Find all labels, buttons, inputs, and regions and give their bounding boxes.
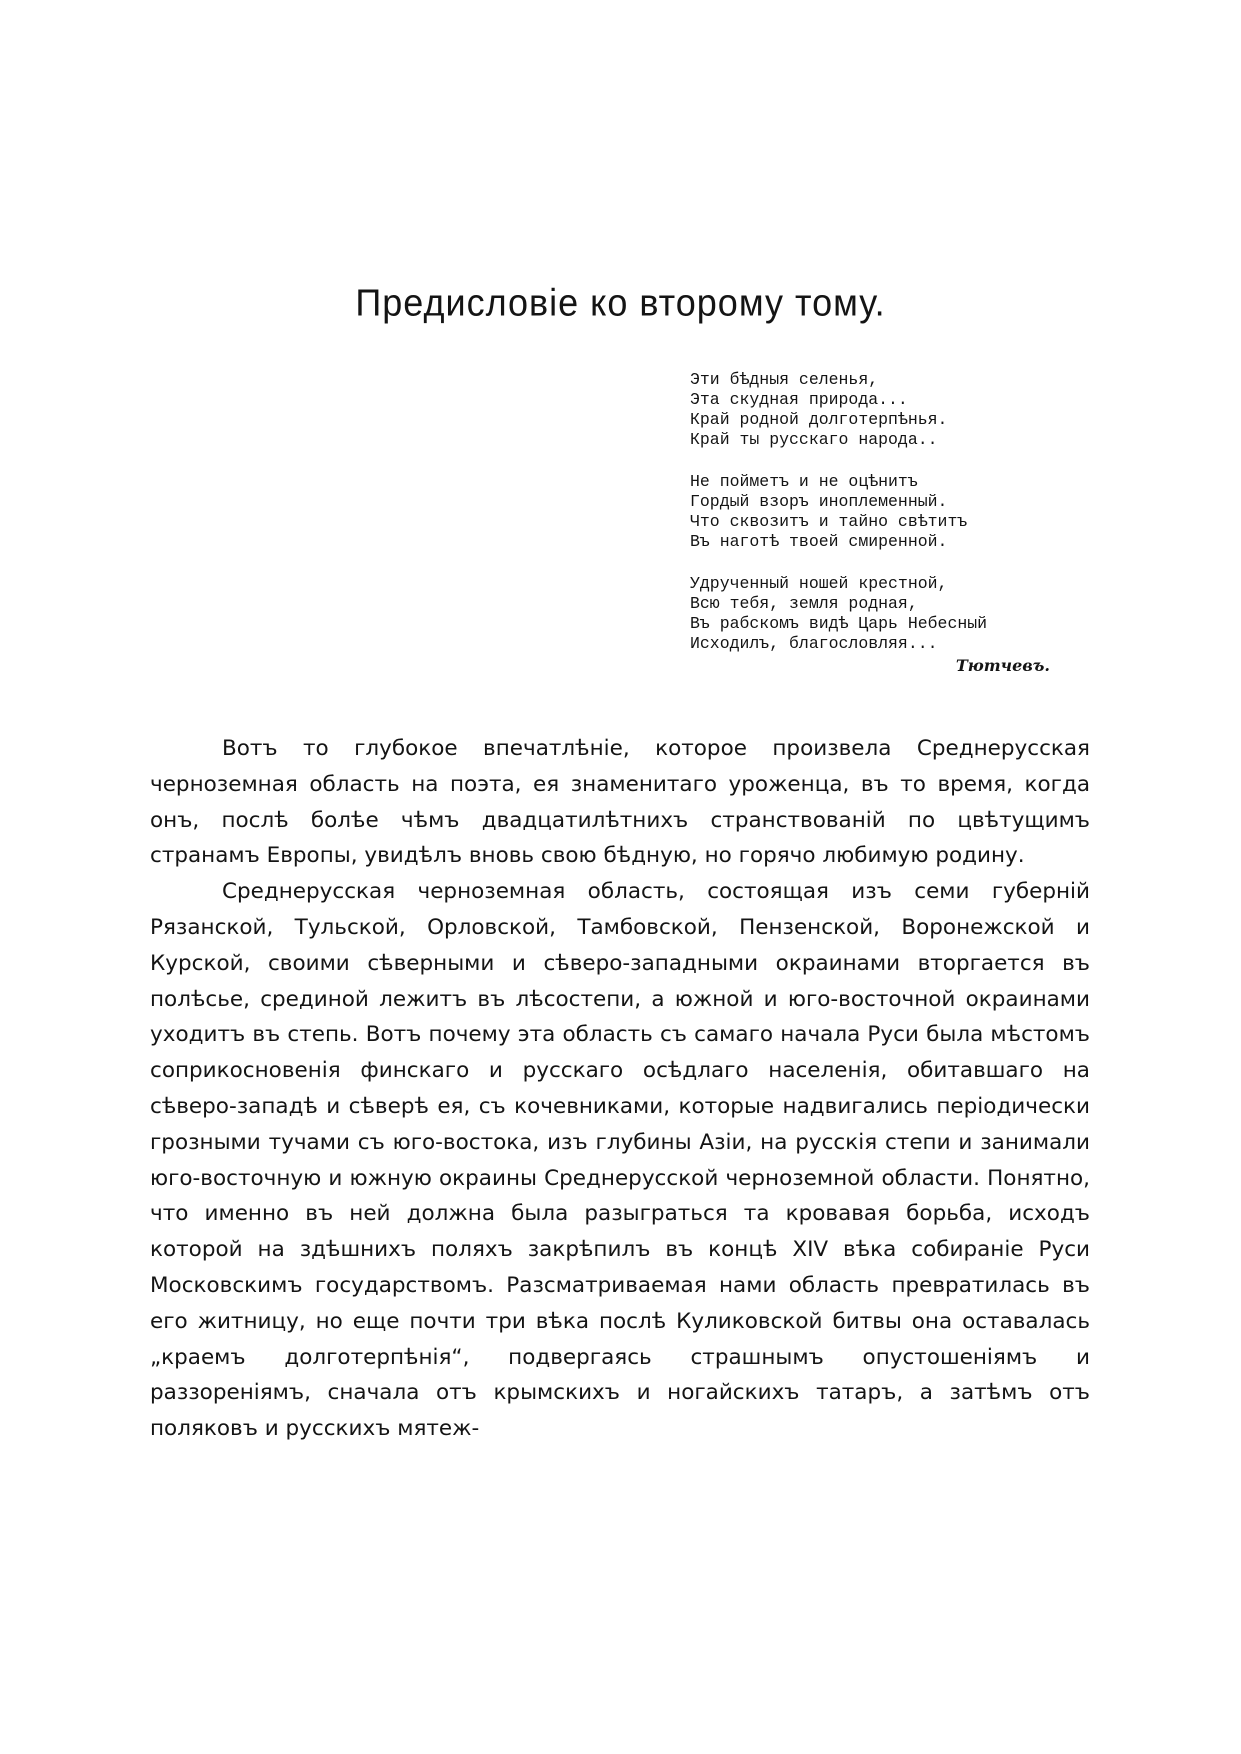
epigraph-stanza <box>690 574 1110 654</box>
epigraph-line: Край родной долготерпѣнья. <box>690 410 948 429</box>
paragraph: Среднерусская черноземная область, состоящая изъ семи губерній Рязанской, Тульской, Орловской, Тамбовской, Пензенской, Воронежской и Курской, своими сѣверными и сѣверо-западными окраинами вторгается въ полѣсье, срединой лежитъ въ лѣсостепи, а южной и юго-восточной окраинами уходитъ въ степь. Вотъ почему эта область съ самаго начала Руси была мѣстомъ соприкосновенія финскаго и русскаго осѣдлаго населенія, обитавшаго на сѣверо-западѣ и сѣверѣ ея, съ кочевниками, которые надвигались періодически грозными тучами съ юго-востока, изъ глубины Азіи, на русскія степи и занимали юго-восточную и южную окраины Среднерусской черноземной области. Понятно, что именно въ ней должна была разыграться та кровавая борьба, исходъ которой на здѣшнихъ поляхъ закрѣпилъ въ концѣ XIV вѣка собираніе Руси Московскимъ государствомъ. Разсматриваемая нами область превратилась въ его житницу, но еще почти три вѣка послѣ Куликовской битвы она оставалась „краемъ долготерпѣнія“, подвергаясь страшнымъ опустошеніямъ и раззореніямъ, сначала отъ крымскихъ и ногайскихъ татаръ, а затѣмъ отъ поляковъ и русскихъ мятеж- <box>150 879 1090 1442</box>
epigraph-line: Гордый взоръ иноплеменный. <box>690 492 948 511</box>
body-text <box>150 731 1090 1447</box>
epigraph-line: Въ наготѣ твоей смиренной. <box>690 532 948 551</box>
epigraph-author: Тютчевъ. <box>955 656 1050 675</box>
epigraph-stanza <box>690 370 1110 450</box>
epigraph-line: Что сквозитъ и тайно свѣтитъ <box>690 512 968 531</box>
epigraph-line: Не пойметъ и не оцѣнитъ <box>690 472 918 491</box>
epigraph-line: Всю тебя, земля родная, <box>690 594 918 613</box>
epigraph-stanza <box>690 472 1110 552</box>
epigraph-line: Въ рабскомъ видѣ Царь Небесный <box>690 614 988 633</box>
epigraph-line: Край ты русскаго народа.. <box>690 430 938 449</box>
epigraph-line: Эта скудная природа... <box>690 390 908 409</box>
epigraph-line: Эти бѣдныя селенья, <box>690 370 879 389</box>
epigraph <box>690 370 1110 676</box>
page-title: Предисловіе ко второму тому. <box>355 280 886 324</box>
epigraph-line: Удрученный ношей крестной, <box>690 574 948 593</box>
epigraph-line: Исходилъ, благословляя... <box>690 634 938 653</box>
paragraph: Вотъ то глубокое впечатлѣніе, которое произвела Среднерусская черноземная область на поэта, ея знаменитаго уроженца, въ то время, когда онъ, послѣ болѣе чѣмъ двадцатилѣтнихъ странствованій по цвѣтущимъ странамъ Европы, увидѣлъ вновь свою бѣдную, но горячо любимую родину. <box>150 736 1090 869</box>
